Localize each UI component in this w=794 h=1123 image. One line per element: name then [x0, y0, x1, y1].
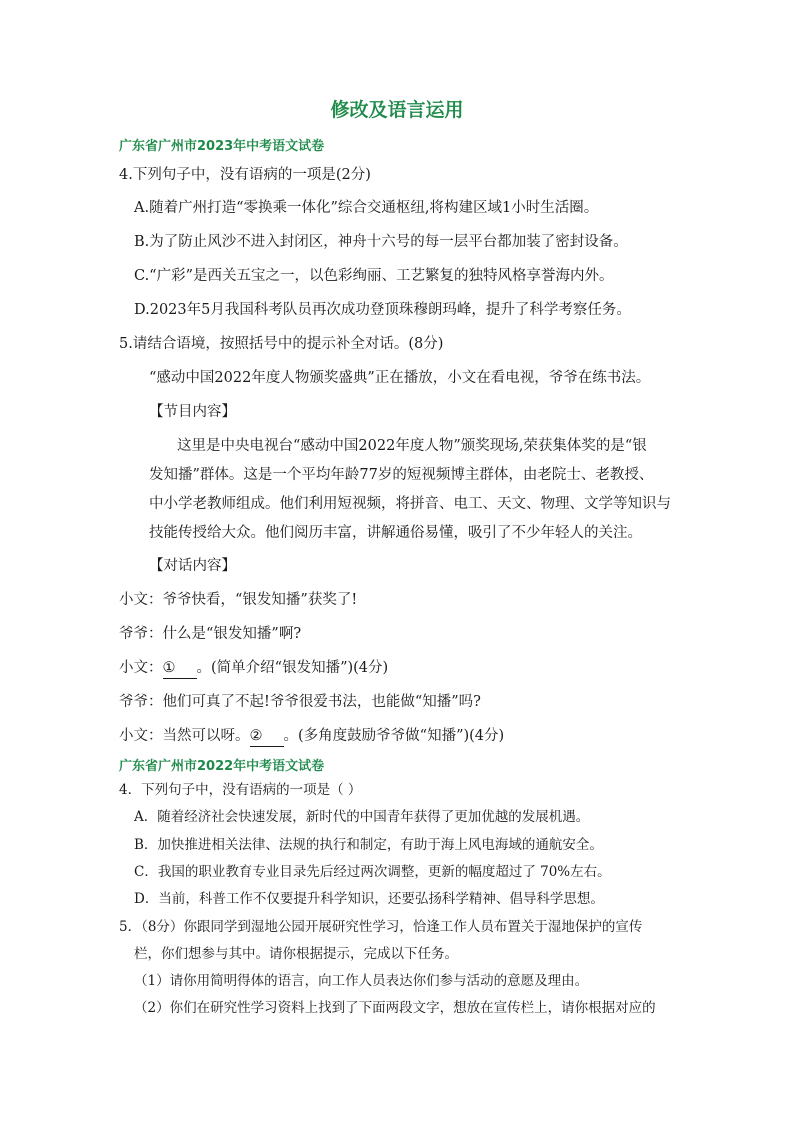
question-4-stem: 4.下列句子中，没有语病的一项是(2分)	[119, 167, 371, 183]
section-heading-2023: 广东省广州市2023年中考语文试卷	[119, 139, 325, 154]
option-c: C.“广彩”是西关五宝之一，以色彩绚丽、工艺繁复的独特风格享誉海内外。	[134, 268, 614, 284]
page-title: 修改及语言运用	[330, 99, 464, 121]
task-2-2022: （2）你们在研究性学习资料上找到了下面两段文字，想放在宣传栏上，请你根据对应的	[134, 1000, 656, 1016]
option-b-2022: B．加快推进相关法律、法规的执行和制定，有助于海上风电海域的通航安全。	[134, 837, 603, 853]
task-1-2022: （1）请你用简明得体的语言，向工作人员表达你们参与活动的意愿及理由。	[134, 973, 589, 989]
option-a-2022: A．随着经济社会快速发展，新时代的中国青年获得了更加优越的发展机遇。	[134, 809, 590, 825]
section-heading-2022: 广东省广州市2022年中考语文试卷	[119, 759, 325, 774]
program-heading: 【节目内容】	[149, 404, 236, 420]
answer-blank-2[interactable]: ②	[250, 726, 284, 747]
dialog-speaker: 小文：当然可以呀。	[119, 728, 250, 744]
question-5-line-1-2022: 5．（8分）你跟同学到湿地公园开展研究性学习，恰逢工作人员布置关于湿地保护的宣传	[119, 919, 643, 935]
dialog-line-4: 爷爷：他们可真了不起!爷爷很爱书法，也能做“知播”吗?	[119, 694, 481, 710]
program-line-1: 这里是中央电视台“感动中国2022年度人物”颁奖现场,荣获集体奖的是“银	[177, 438, 647, 454]
dialog-hint: 。(简单介绍“银发知播”)(4分)	[196, 660, 389, 676]
option-a: A.随着广州打造“零换乘一体化”综合交通枢纽,将构建区域1小时生活圈。	[134, 200, 599, 216]
dialog-heading: 【对话内容】	[149, 558, 236, 574]
option-d: D.2023年5月我国科考队员再次成功登顶珠穆朗玛峰，提升了科学考察任务。	[134, 302, 631, 318]
dialog-hint: 。(多角度鼓励爷爷做“知播”)(4分)	[283, 728, 505, 744]
question-5-intro: “感动中国2022年度人物颁奖盛典”正在播放，小文在看电视，爷爷在练书法。	[149, 370, 651, 386]
dialog-speaker: 小文：	[119, 660, 163, 676]
option-c-2022: C．我国的职业教育专业目录先后经过两次调整，更新的幅度超过了 70%左右。	[134, 864, 611, 880]
question-4-stem-2022: 4．下列句子中，没有语病的一项是（ ）	[119, 782, 362, 798]
question-5-stem: 5.请结合语境，按照括号中的提示补全对话。(8分)	[119, 336, 444, 352]
option-b: B.为了防止风沙不进入封闭区，神舟十六号的每一层平台都加装了密封设备。	[134, 234, 628, 250]
answer-blank-1[interactable]: ①	[163, 658, 197, 679]
question-5-line-2-2022: 栏，你们想参与其中。请你根据提示，完成以下任务。	[134, 946, 458, 962]
dialog-line-5	[119, 726, 504, 747]
dialog-line-3	[119, 658, 388, 679]
program-line-4: 技能传授给大众。他们阅历丰富，讲解通俗易懂，吸引了不少年轻人的关注。	[149, 525, 642, 541]
program-line-3: 中小学老教师组成。他们利用短视频，将拼音、电工、天文、物理、文学等知识与	[149, 496, 671, 512]
option-d-2022: D．当前，科普工作不仅要提升科学知识，还要弘扬科学精神、倡导科学思想。	[134, 891, 604, 907]
program-line-2: 发知播”群体。这是一个平均年龄77岁的短视频博主群体，由老院士、老教授、	[149, 467, 654, 483]
dialog-line-1: 小文：爷爷快看，“银发知播”获奖了!	[119, 592, 358, 608]
dialog-line-2: 爷爷：什么是“银发知播”啊?	[119, 626, 302, 642]
